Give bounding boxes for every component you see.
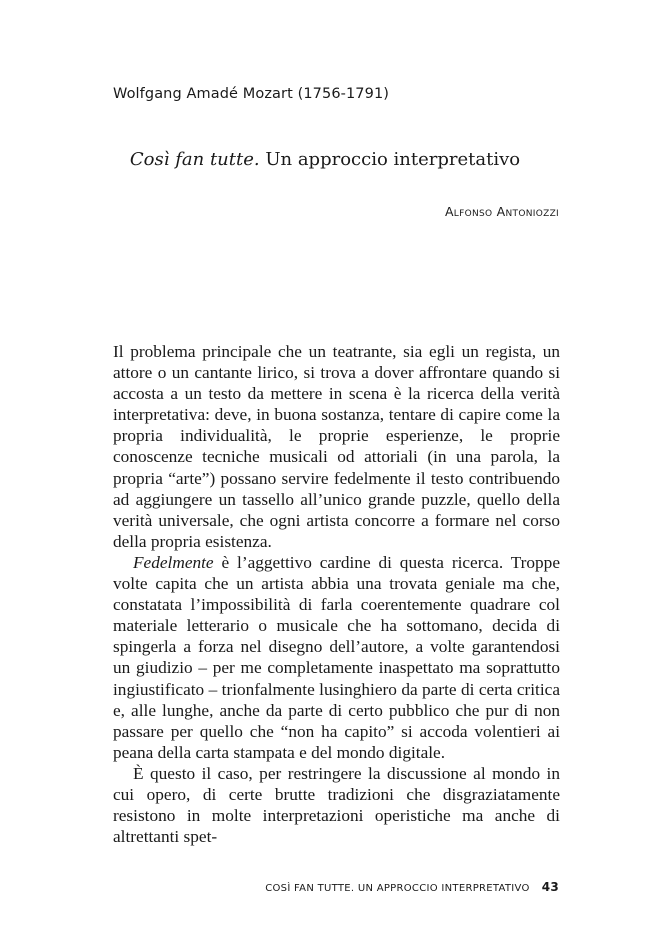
page-footer: [265, 880, 559, 894]
paragraph-3: È questo il caso, per restringere la discussione al mondo in cui opero, di certe brutte tradizioni che disgraziatamente resistono in molte interpretazioni operistiche ma anche di altrettanti spet-: [113, 763, 560, 847]
section-heading: Wolfgang Amadé Mozart (1756-1791): [113, 86, 390, 102]
article-body: [113, 341, 560, 847]
running-title: COSÌ FAN TUTTE. UN APPROCCIO INTERPRETATIVO: [265, 883, 530, 894]
page-number: 43: [541, 880, 559, 894]
author-name: Alfonso Antoniozzi: [444, 204, 559, 219]
paragraph-1: Il problema principale che un teatrante, sia egli un regista, un attore o un cantante lirico, si trova a dover affrontare quando si accosta a un testo da mettere in scena è la ricerca della verità interpretativa: deve, in buona sostanza, tentare di capire come la propria individualità, le proprie esperienze, le proprie conoscenze tecniche musicali od attoriali (in una parola, la propria “arte”) possano servire fedelmente il testo contribuendo ad aggiungere un tassello all’unico grande puzzle, quello della verità universale, che ogni artista concorre a formare nel corso della propria esistenza.: [113, 342, 560, 551]
title-rest: Un approccio interpretativo: [259, 149, 521, 170]
paragraph-2-emphasis: Fedelmente: [133, 552, 214, 572]
paragraph-2: [113, 552, 560, 763]
paragraph-2-text: è l’aggettivo cardine di questa ricerca. Troppe volte capita che un artista abbia una trovata geniale ma che, constatata l’impossibilità di farla coerentemente quadrare col materiale letterario o musicale che ha sottomano, decida di spingerla a forza nel disegno dell’autore, a volte garantendosi un giudizio – per me completamente inaspettato ma soprattutto ingiustificato – trionfalmente lusinghiero da parte di certa critica e, alle lunghe, anche da parte di certo pubblico che pur di non passare per quello che “non ha capito” si accoda volentieri ai peana della carta stampata e del mondo digitale.: [113, 552, 560, 762]
title-italic-part: Così fan tutte.: [129, 149, 260, 170]
article-title: [0, 149, 650, 170]
